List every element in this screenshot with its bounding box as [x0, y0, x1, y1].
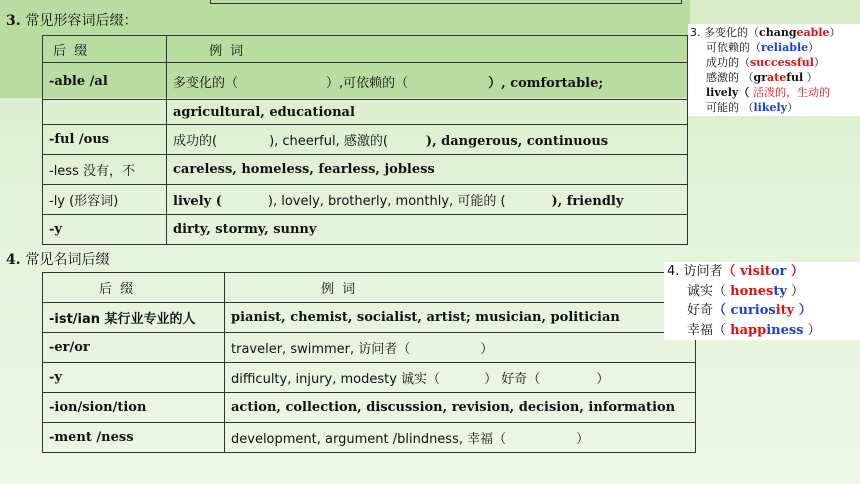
answer-line: 成功的（successful）: [706, 56, 825, 69]
table-header-row: [43, 36, 688, 63]
table-row: [43, 423, 696, 453]
table-header-row: [43, 273, 696, 303]
table-row: [43, 363, 696, 393]
answer-line: 感激的 （grateful ）: [706, 71, 818, 84]
answer-line: 可依赖的（reliable）: [706, 41, 820, 54]
table-row: [43, 215, 688, 245]
example-cell: action, collection, discussion, revision, decision, information: [225, 393, 696, 423]
suffix-cell: -er/or: [43, 333, 225, 363]
header-suffix: 后 缀: [43, 273, 225, 303]
table-row: [43, 185, 688, 215]
example-cell: dirty, stormy, sunny: [167, 215, 688, 245]
suffix-cell: -able /al: [43, 63, 167, 100]
table-row: [43, 155, 688, 185]
table-row: [43, 333, 696, 363]
suffix-cell: -ion/sion/tion: [43, 393, 225, 423]
answer-line: 可能的 （likely）: [706, 101, 799, 114]
suffix-cell: -y: [43, 363, 225, 393]
header-examples: 例 词: [225, 273, 696, 303]
table-row: [43, 63, 688, 100]
table-row: [43, 303, 696, 333]
suffix-cell: -ist/ian 某行业专业的人: [43, 303, 225, 333]
answer-line: 3. 多变化的（changeable）: [690, 26, 841, 39]
answer-box-nouns: [664, 262, 860, 340]
section4-title: 常见名词后缀: [25, 252, 110, 268]
example-cell: careless, homeless, fearless, jobless: [167, 155, 688, 185]
answer-line: 4. 访问者（ visitor ）: [667, 264, 804, 279]
header-suffix: 后 缀: [43, 36, 167, 63]
answer-line: 幸福（ happiness ）: [687, 322, 821, 338]
adjective-suffix-table: [42, 35, 688, 245]
example-cell: pianist, chemist, socialist, artist; musician, politician: [225, 303, 696, 333]
section4-heading: [6, 249, 110, 269]
suffix-cell: -ly (形容词): [43, 185, 167, 215]
section4-number: 4.: [6, 252, 21, 268]
noun-suffix-table: [42, 272, 696, 453]
answer-line: lively（ 活泼的，生动的: [706, 86, 831, 99]
example-cell: 多变化的（ ）,可依赖的（ ）, comfortable;: [167, 63, 688, 100]
previous-table-edge: [210, 0, 682, 4]
table-row: [43, 393, 696, 423]
section3-number: 3.: [6, 13, 21, 29]
suffix-cell: [43, 100, 167, 125]
example-cell: development, argument /blindness, 幸福（ ）: [225, 423, 696, 453]
suffix-cell: -ment /ness: [43, 423, 225, 453]
answer-box-adjectives: [688, 24, 860, 116]
suffix-cell: -less 没有，不: [43, 155, 167, 185]
answer-line: 好奇（ curiosity ）: [687, 303, 812, 318]
example-cell: lively ( ), lovely, brotherly, monthly, 可能的 ( ), friendly: [167, 185, 688, 215]
table-row: [43, 125, 688, 155]
example-cell: traveler, swimmer, 访问者（ ）: [225, 333, 696, 363]
header-examples: 例 词: [167, 36, 688, 63]
table-row: [43, 100, 688, 125]
answer-line: 诚实（ honesty ）: [687, 283, 805, 299]
example-cell: agricultural, educational: [167, 100, 688, 125]
section3-title: 常见形容词后缀：: [25, 13, 138, 29]
example-cell: 成功的( ), cheerful, 感激的( ), dangerous, continuous: [167, 125, 688, 155]
example-cell: difficulty, injury, modesty 诚实（ ） 好奇（ ）: [225, 363, 696, 393]
section3-heading: [6, 10, 138, 30]
suffix-cell: -y: [43, 215, 167, 245]
suffix-cell: -ful /ous: [43, 125, 167, 155]
